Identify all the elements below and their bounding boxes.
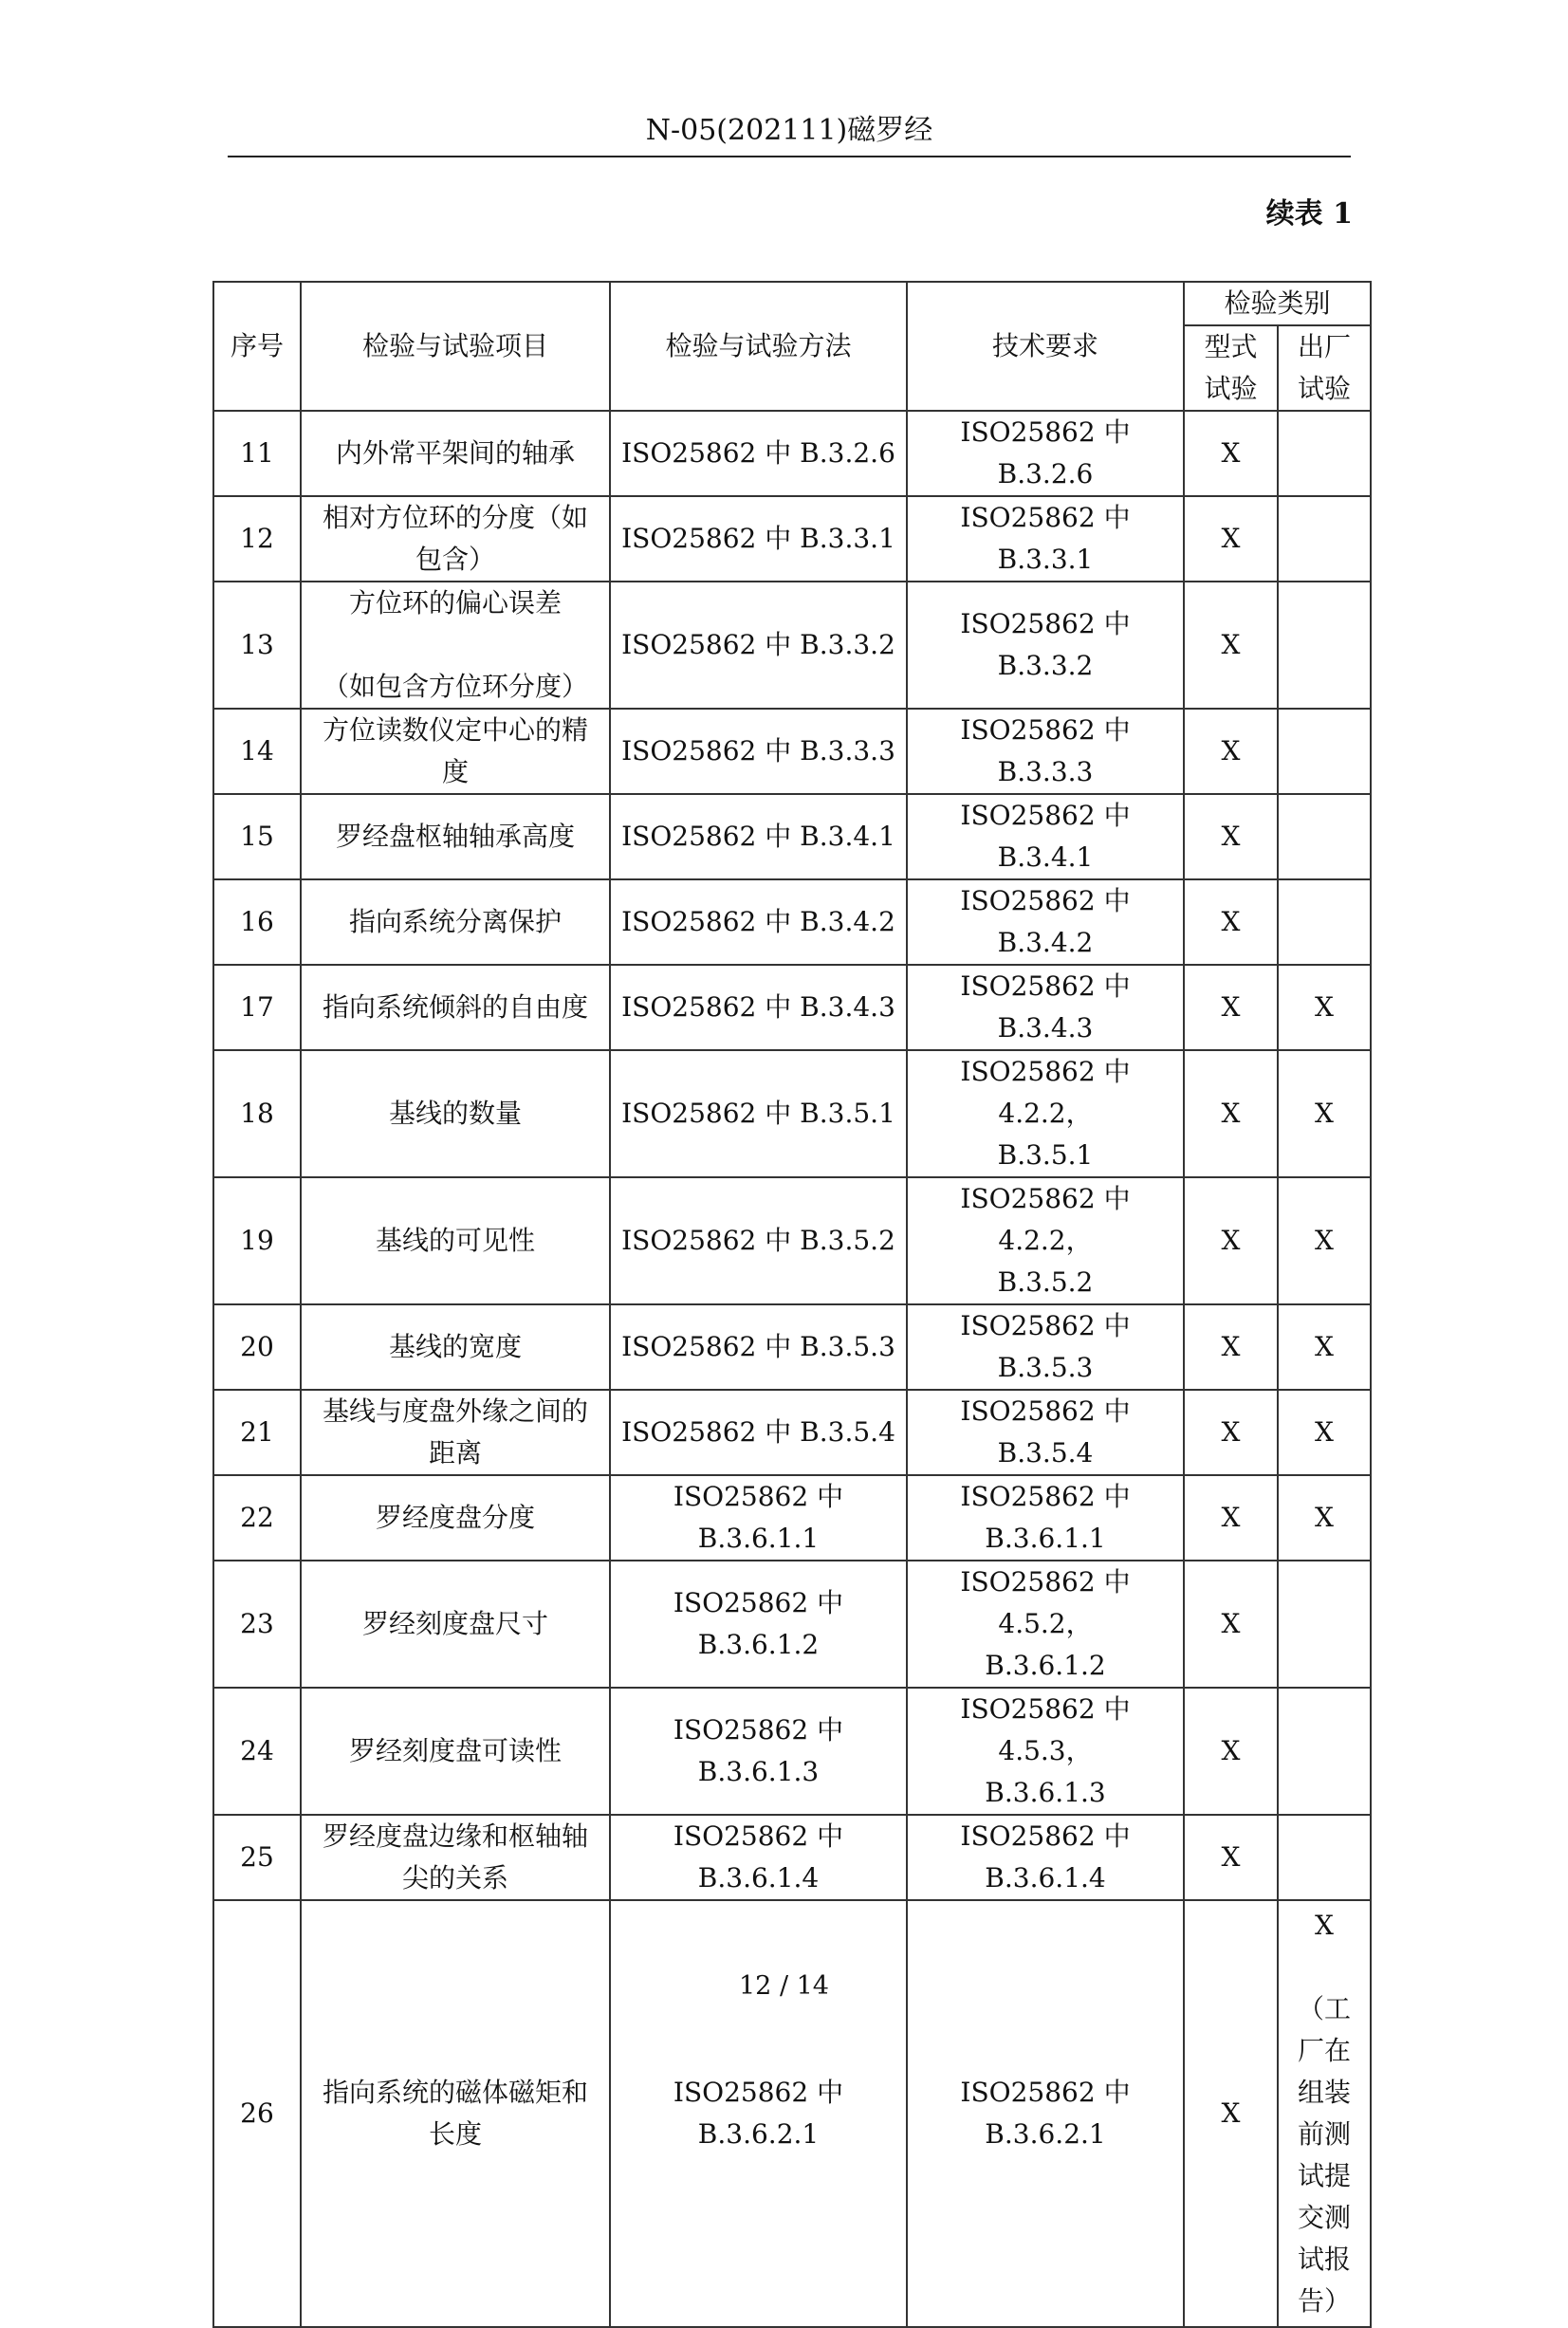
cell-factory-test xyxy=(1278,411,1371,496)
cell-factory-test: X xyxy=(1278,965,1371,1050)
col-header-factory-test: 出厂 试验 xyxy=(1278,325,1371,411)
cell-item: 指向系统倾斜的自由度 xyxy=(301,965,610,1050)
cell-no: 22 xyxy=(213,1475,301,1561)
cell-requirement: ISO25862 中 4.5.3， B.3.6.1.3 xyxy=(907,1688,1184,1815)
cell-factory-test: X xyxy=(1278,1304,1371,1390)
cell-item: 指向系统的磁体磁矩和 长度 xyxy=(301,1900,610,2327)
cell-requirement: ISO25862 中 4.5.2， B.3.6.1.2 xyxy=(907,1561,1184,1688)
cell-no: 26 xyxy=(213,1900,301,2327)
cell-requirement: ISO25862 中 B.3.4.2 xyxy=(907,879,1184,965)
page-number: 12 / 14 xyxy=(739,1971,829,2001)
cell-type-test: X xyxy=(1184,1304,1278,1390)
cell-no: 18 xyxy=(213,1050,301,1177)
cell-item: 内外常平架间的轴承 xyxy=(301,411,610,496)
cell-requirement: ISO25862 中 B.3.5.3 xyxy=(907,1304,1184,1390)
table-row xyxy=(213,1304,1371,1390)
cell-factory-test: X xyxy=(1278,1050,1371,1177)
cell-factory-test: X xyxy=(1278,1475,1371,1561)
cell-method: ISO25862 中 B.3.6.1.2 xyxy=(610,1561,907,1688)
cell-item: 基线的可见性 xyxy=(301,1177,610,1304)
cell-factory-test xyxy=(1278,1815,1371,1900)
cell-item: 相对方位环的分度（如 包含） xyxy=(301,496,610,582)
cell-factory-test xyxy=(1278,496,1371,582)
table-row xyxy=(213,1688,1371,1815)
cell-method: ISO25862 中 B.3.3.1 xyxy=(610,496,907,582)
table-row xyxy=(213,496,1371,582)
cell-method: ISO25862 中 B.3.4.1 xyxy=(610,794,907,879)
col-header-item: 检验与试验项目 xyxy=(301,282,610,411)
cell-factory-test xyxy=(1278,582,1371,709)
cell-requirement: ISO25862 中 4.2.2， B.3.5.2 xyxy=(907,1177,1184,1304)
cell-item: 罗经刻度盘尺寸 xyxy=(301,1561,610,1688)
cell-method: ISO25862 中 B.3.3.2 xyxy=(610,582,907,709)
cell-method: ISO25862 中 B.3.2.6 xyxy=(610,411,907,496)
cell-method: ISO25862 中 B.3.6.1.1 xyxy=(610,1475,907,1561)
cell-item: 罗经刻度盘可读性 xyxy=(301,1688,610,1815)
cell-type-test: X xyxy=(1184,496,1278,582)
table-header xyxy=(213,282,1371,411)
cell-item: 基线的宽度 xyxy=(301,1304,610,1390)
cell-item: 方位环的偏心误差 （如包含方位环分度） xyxy=(301,582,610,709)
cell-type-test: X xyxy=(1184,879,1278,965)
cell-type-test: X xyxy=(1184,965,1278,1050)
cell-item: 基线的数量 xyxy=(301,1050,610,1177)
table-row xyxy=(213,1900,1371,2327)
cell-method: ISO25862 中 B.3.6.2.1 xyxy=(610,1900,907,2327)
cell-type-test: X xyxy=(1184,1561,1278,1688)
col-header-no: 序号 xyxy=(213,282,301,411)
col-header-method: 检验与试验方法 xyxy=(610,282,907,411)
cell-type-test: X xyxy=(1184,709,1278,794)
table-row xyxy=(213,1050,1371,1177)
cell-factory-test xyxy=(1278,709,1371,794)
col-header-requirement: 技术要求 xyxy=(907,282,1184,411)
table-row xyxy=(213,1177,1371,1304)
cell-no: 21 xyxy=(213,1390,301,1475)
cell-no: 13 xyxy=(213,582,301,709)
cell-item: 指向系统分离保护 xyxy=(301,879,610,965)
inspection-table xyxy=(212,281,1372,2328)
table-row xyxy=(213,794,1371,879)
cell-requirement: ISO25862 中 B.3.3.3 xyxy=(907,709,1184,794)
cell-method: ISO25862 中 B.3.3.3 xyxy=(610,709,907,794)
cell-type-test: X xyxy=(1184,1390,1278,1475)
cell-requirement: ISO25862 中 B.3.3.2 xyxy=(907,582,1184,709)
table-row xyxy=(213,965,1371,1050)
cell-factory-test xyxy=(1278,1561,1371,1688)
cell-no: 16 xyxy=(213,879,301,965)
cell-factory-test xyxy=(1278,794,1371,879)
col-header-category: 检验类别 xyxy=(1184,282,1371,325)
cell-requirement: ISO25862 中 B.3.4.1 xyxy=(907,794,1184,879)
cell-item: 罗经度盘分度 xyxy=(301,1475,610,1561)
cell-no: 12 xyxy=(213,496,301,582)
cell-method: ISO25862 中 B.3.4.3 xyxy=(610,965,907,1050)
table-row xyxy=(213,411,1371,496)
cell-no: 25 xyxy=(213,1815,301,1900)
cell-no: 19 xyxy=(213,1177,301,1304)
cell-item: 基线与度盘外缘之间的 距离 xyxy=(301,1390,610,1475)
cell-type-test: X xyxy=(1184,1815,1278,1900)
cell-requirement: ISO25862 中 4.2.2， B.3.5.1 xyxy=(907,1050,1184,1177)
table-row xyxy=(213,1475,1371,1561)
cell-method: ISO25862 中 B.3.5.4 xyxy=(610,1390,907,1475)
col-header-type-test: 型式 试验 xyxy=(1184,325,1278,411)
cell-method: ISO25862 中 B.3.5.2 xyxy=(610,1177,907,1304)
cell-no: 20 xyxy=(213,1304,301,1390)
table-row xyxy=(213,1561,1371,1688)
cell-method: ISO25862 中 B.3.5.1 xyxy=(610,1050,907,1177)
header-divider xyxy=(228,156,1351,157)
table-body xyxy=(213,411,1371,2327)
cell-factory-test: X xyxy=(1278,1390,1371,1475)
cell-type-test: X xyxy=(1184,794,1278,879)
cell-type-test: X xyxy=(1184,1688,1278,1815)
cell-no: 15 xyxy=(213,794,301,879)
cell-method: ISO25862 中 B.3.4.2 xyxy=(610,879,907,965)
cell-requirement: ISO25862 中 B.3.2.6 xyxy=(907,411,1184,496)
cell-item: 罗经度盘边缘和枢轴轴 尖的关系 xyxy=(301,1815,610,1900)
cell-factory-test: X （工 厂在 组装 前测 试提 交测 试报 告） xyxy=(1278,1900,1371,2327)
cell-type-test: X xyxy=(1184,411,1278,496)
cell-type-test: X xyxy=(1184,1900,1278,2327)
table-row xyxy=(213,1390,1371,1475)
cell-type-test: X xyxy=(1184,582,1278,709)
cell-factory-test: X xyxy=(1278,1177,1371,1304)
cell-factory-test xyxy=(1278,1688,1371,1815)
cell-requirement: ISO25862 中 B.3.6.2.1 xyxy=(907,1900,1184,2327)
table-row xyxy=(213,709,1371,794)
cell-requirement: ISO25862 中 B.3.6.1.1 xyxy=(907,1475,1184,1561)
cell-method: ISO25862 中 B.3.5.3 xyxy=(610,1304,907,1390)
cell-item: 罗经盘枢轴轴承高度 xyxy=(301,794,610,879)
running-header: N-05(202111)磁罗经 xyxy=(645,114,933,147)
cell-factory-test xyxy=(1278,879,1371,965)
cell-type-test: X xyxy=(1184,1177,1278,1304)
cell-item: 方位读数仪定中心的精 度 xyxy=(301,709,610,794)
cell-no: 14 xyxy=(213,709,301,794)
table-row xyxy=(213,1815,1371,1900)
cell-no: 17 xyxy=(213,965,301,1050)
cell-requirement: ISO25862 中 B.3.5.4 xyxy=(907,1390,1184,1475)
cell-method: ISO25862 中 B.3.6.1.3 xyxy=(610,1688,907,1815)
cell-requirement: ISO25862 中 B.3.3.1 xyxy=(907,496,1184,582)
cell-method: ISO25862 中 B.3.6.1.4 xyxy=(610,1815,907,1900)
cell-no: 24 xyxy=(213,1688,301,1815)
cell-no: 23 xyxy=(213,1561,301,1688)
table-row xyxy=(213,879,1371,965)
cell-type-test: X xyxy=(1184,1050,1278,1177)
cell-requirement: ISO25862 中 B.3.4.3 xyxy=(907,965,1184,1050)
table-row xyxy=(213,582,1371,709)
table-caption: 续表 1 xyxy=(1265,197,1353,231)
cell-requirement: ISO25862 中 B.3.6.1.4 xyxy=(907,1815,1184,1900)
cell-type-test: X xyxy=(1184,1475,1278,1561)
cell-no: 11 xyxy=(213,411,301,496)
